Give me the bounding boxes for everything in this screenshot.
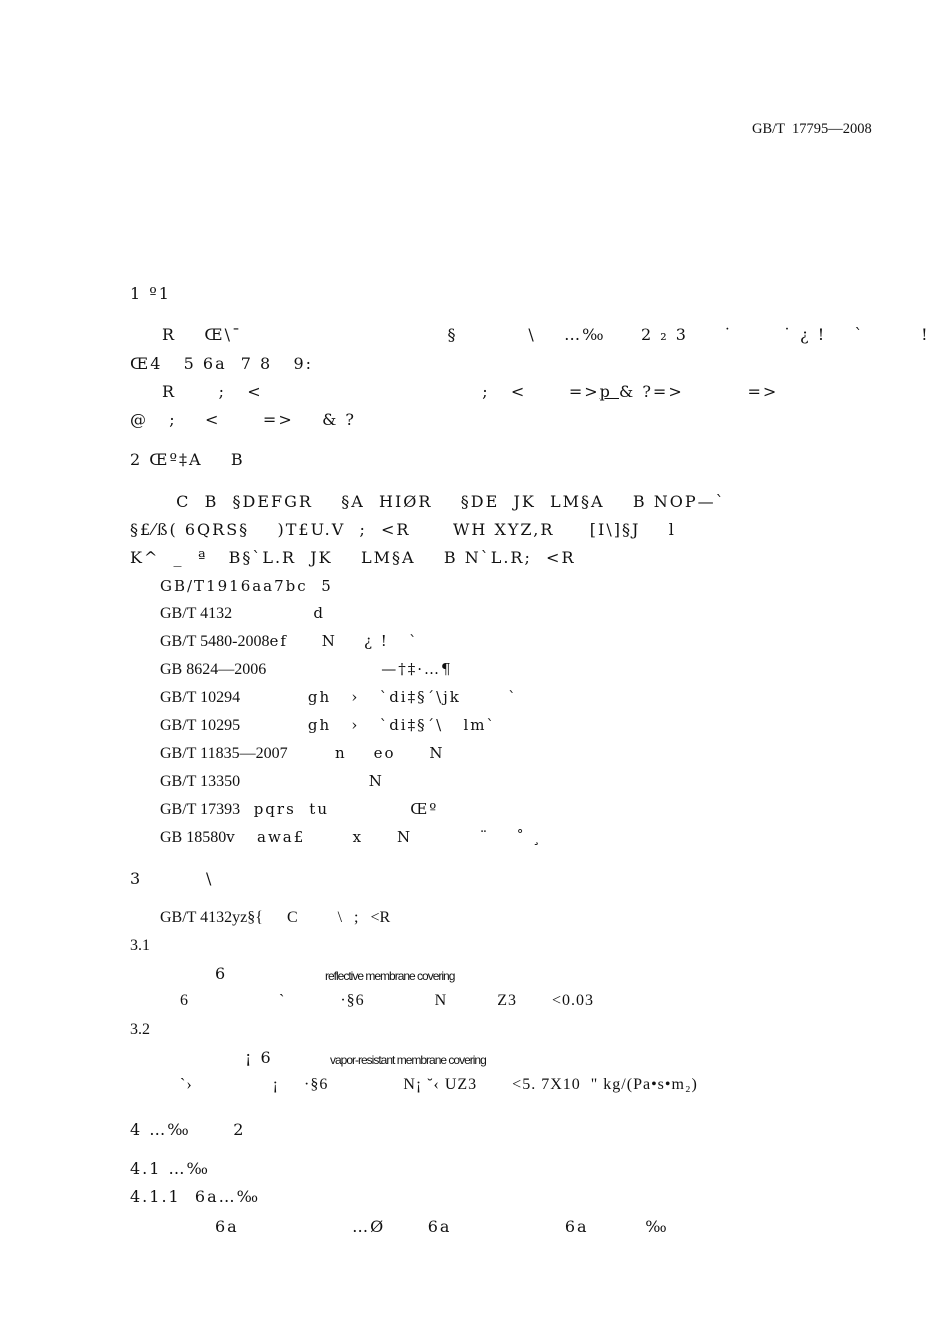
reference-title: N	[240, 772, 384, 790]
reference-code: GB/T 13350	[160, 773, 241, 790]
reference-title: pqrs tu Œº	[240, 800, 439, 818]
reference-code: GB/T1916aa7bc 5	[160, 577, 333, 595]
reference-item	[160, 632, 419, 651]
reference-item	[160, 716, 496, 735]
line-3-part-a: R ; < ; < =>	[162, 382, 600, 401]
reference-title: gh › `di‡§´\jk `	[240, 688, 518, 706]
section-1-line-4: @ ; < => & ?	[130, 410, 356, 429]
section-1-line-2: Œ4 5 6a 7 8 9:	[130, 354, 314, 373]
reference-item	[160, 577, 333, 596]
underlined-char: p	[599, 382, 619, 401]
reference-item	[160, 828, 542, 847]
section-4-heading: 4 …‰ 2	[130, 1120, 246, 1139]
term-3-2-zh: ¡ 6	[245, 1048, 273, 1067]
section-1-line-1: R Œ\¯ § \ …‰ 2 ₂ 3 ˙ ˙ ¿ ! ` !	[162, 325, 930, 344]
reference-item	[160, 800, 438, 819]
standard-number: GB/T 17795—2008	[752, 121, 872, 137]
reference-item	[160, 604, 325, 623]
term-3-1-number: 3.1	[130, 937, 150, 954]
subsection-4-1-1-text: 6a …Ø 6a 6a ‰	[215, 1217, 669, 1236]
reference-title: ef N ¿ ! `	[269, 632, 419, 650]
line-3-part-b: & ?=> =>	[619, 382, 779, 401]
section-2-para-line-3: K^ _ ª B§`L.R JK LM§A B N`L.R; <R	[130, 548, 576, 567]
section-3-heading: 3 \	[130, 869, 214, 888]
term-3-2-number: 3.2	[130, 1021, 150, 1038]
section-2-para-line-2: §£⁄ß( 6QRS§ )T£U.V ; <R WH XYZ,R [I\]§J l	[130, 520, 676, 539]
section-2-para-line-1: C B §DEFGR §A HIØR §DE JK LM§A B NOP—`	[162, 492, 726, 511]
reference-code: GB 8624—2006	[160, 661, 267, 678]
reference-item	[160, 744, 445, 763]
reference-code: GB/T 10294	[160, 689, 241, 706]
reference-title: gh › `di‡§´\ lm`	[240, 716, 496, 734]
reference-code: GB/T 5480-2008	[160, 633, 270, 650]
term-3-1-definition: 6 ` ·§6 N Z3 <0.03	[180, 992, 595, 1009]
term-3-1-en: reflective membrane covering	[325, 969, 455, 983]
subsection-4-1-1: 4.1.1 6a…‰	[130, 1187, 261, 1206]
reference-code: GB/T 10295	[160, 717, 241, 734]
reference-title: —†‡·…¶	[266, 660, 453, 678]
reference-code: GB/T 11835—2007	[160, 745, 288, 762]
reference-title: n eo N	[287, 744, 445, 762]
term-3-1-zh: 6	[215, 964, 228, 983]
reference-code: GB/T 17393	[160, 801, 241, 818]
section-1-line-3	[162, 383, 778, 401]
reference-title: v awa£ x N ¨ ˚ ¸	[226, 828, 543, 846]
section-3-intro: GB/T 4132yz§{ C \ ; <R	[160, 909, 391, 926]
section-1-heading: 1 º1	[130, 284, 171, 303]
subsection-4-1: 4.1 …‰	[130, 1159, 210, 1178]
reference-code: GB 18580	[160, 829, 227, 846]
term-3-2-en: vapor-resistant membrane covering	[330, 1053, 486, 1067]
section-2-heading: 2 Œº‡A B	[130, 450, 245, 469]
term-3-2-definition: `› ¡ ·§6 N¡ ˘‹ UZ3 <5. 7X10 " kg/(Pa•s•m₂)	[180, 1076, 698, 1093]
reference-item	[160, 660, 453, 679]
reference-item	[160, 688, 518, 707]
reference-item	[160, 772, 384, 791]
reference-code: GB/T 4132	[160, 605, 233, 622]
reference-title: d	[232, 604, 325, 622]
